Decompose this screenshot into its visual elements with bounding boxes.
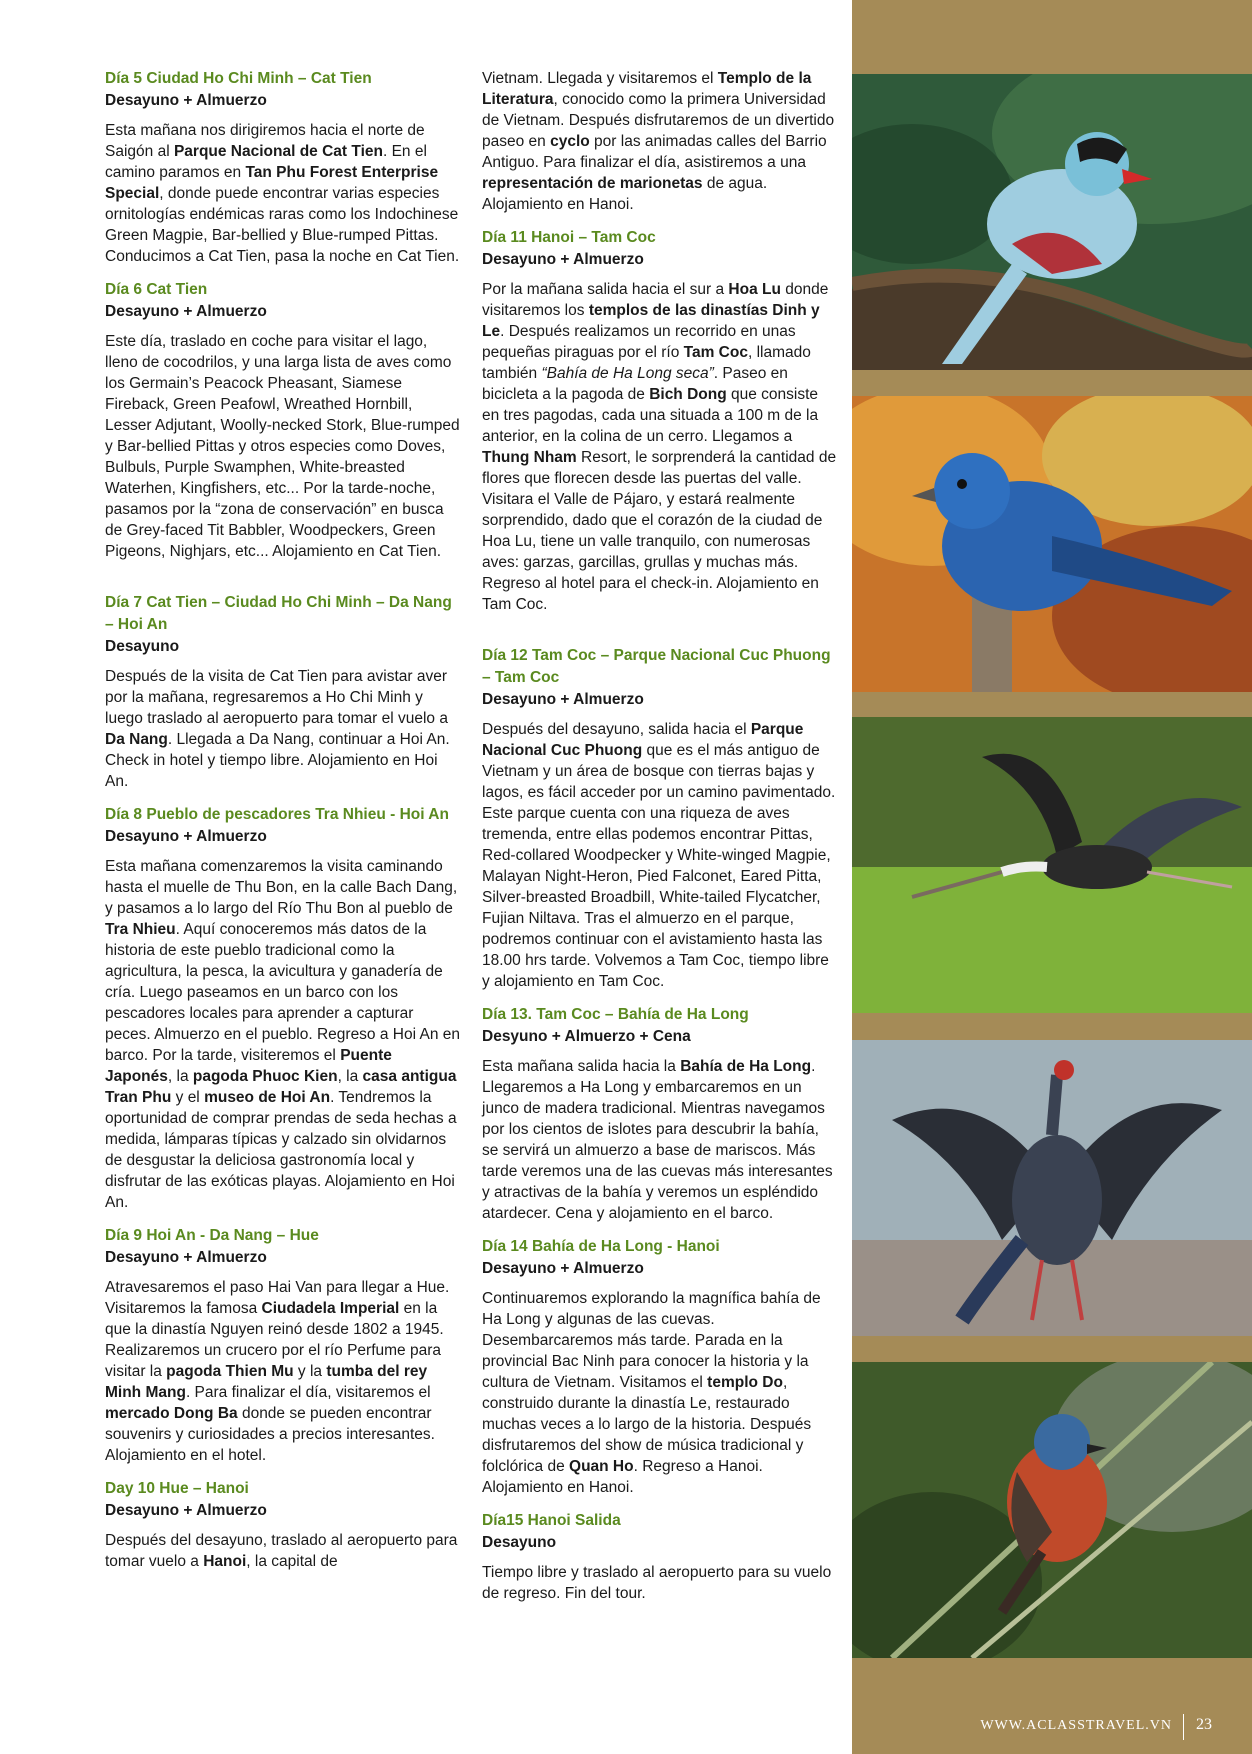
day-meals: Desayuno + Almuerzo [105, 1502, 267, 1519]
day-section [482, 227, 837, 615]
day-description: Atravesaremos el paso Hai Van para llegar a Hue. Visitaremos la famosa Ciudadela Imperial en la que la dinastía Nguyen reinó desde 1802 a 1945. Realizaremos un crucero por el río Perfume para visitar la pagoda Thien Mu y la tumba del rey Minh Mang. Para finalizar el día, visitaremos el mercado Dong Ba donde se pueden encontrar souvenirs y curiosidades a precios interesantes. Alojamiento en el hotel. [105, 1279, 450, 1464]
day-meals: Desyuno + Almuerzo + Cena [482, 1028, 691, 1045]
day-section [105, 592, 460, 792]
left-column [105, 68, 460, 1584]
spacer [105, 574, 460, 592]
day-description: Por la mañana salida hacia el sur a Hoa Lu donde visitaremos los templos de las dinastías Dinh y Le. Después realizamos un recorrido en unas pequeñas piraguas por el río Tam Coc, llamado también “Bahía de Ha Long seca”. Paseo en bicicleta a la pagoda de Bich Dong que consiste en tres pagodas, cada una situada a 100 m de la anterior, en la colina de un cerro. Llegamos a Thung Nham Resort, le sorprenderá la cantidad de flores que florecen desde las puertas del valle. Visitara el Valle de Pájaro, y estará realmente sorprendido, dado que el corazón de la ciudad de Hoa Lu, tiene un valle tranquilo, con numerosas aves: garzas, garcillas, grullas y muchas más. Regreso al hotel para el check-in. Alojamiento en Tam Coc. [482, 281, 837, 613]
day-section [105, 1478, 460, 1572]
day-meals: Desayuno [482, 1534, 557, 1551]
day-title: Día 6 Cat Tien [105, 281, 208, 298]
day-section [482, 68, 837, 215]
day-description: Esta mañana comenzaremos la visita caminando hasta el muelle de Thu Bon, en la calle Bach Dang, y pasamos a lo largo del Río Thu Bon al pueblo de Tra Nhieu. Aquí conoceremos más datos de la historia de este pueblo tradicional como la agricultura, la pesca, la avicultura y ganadería de cría. Luego paseamos en un barco con los pescadores locales para aprender a capturar peces. Almuerzo en el pueblo. Regreso a Hoi An en barco. Por la tarde, visiteremos el Puente Japonés, la pagoda Phuoc Kien, la casa antigua Tran Phu y el museo de Hoi An. Tendremos la oportunidad de comprar prendas de seda hechas a medida, lámparas típicas y calzado sin olvidarnos de desgustar la deliciosa gastronomía local y disfrutar de las exóticas playas. Alojamiento en Hoi An. [105, 858, 461, 1211]
day-title: Día 9 Hoi An - Da Nang – Hue [105, 1227, 319, 1244]
blue-bird-photo [852, 396, 1252, 692]
day-title: Día 8 Pueblo de pescadores Tra Nhieu - Hoi An [105, 806, 449, 823]
website-url: WWW.ACLASSTRAVEL.VN [980, 1718, 1172, 1733]
day-meals: Desayuno + Almuerzo [482, 251, 644, 268]
day-section [482, 1236, 837, 1498]
day-meals: Desayuno + Almuerzo [105, 303, 267, 320]
page-number: 23 [1196, 1716, 1212, 1733]
day-description: Vietnam. Llegada y visitaremos el Templo de la Literatura, conocido como la primera Universidad de Vietnam. Después disfrutaremos de un divertido paseo en cyclo por las animadas calles del Barrio Antiguo. Para finalizar el día, asistiremos a una representación de marionetas de agua. Alojamiento en Hanoi. [482, 70, 835, 213]
pheasant-photo [852, 1040, 1252, 1336]
day-description: Después del desayuno, traslado al aeropuerto para tomar vuelo a Hanoi, la capital de [105, 1532, 458, 1570]
magpie-photo [852, 74, 1252, 370]
day-section [105, 804, 460, 1213]
day-section [105, 279, 460, 562]
day-meals: Desayuno + Almuerzo [482, 1260, 644, 1277]
day-section [105, 68, 460, 267]
day-description: Este día, traslado en coche para visitar el lago, lleno de cocodrilos, y una larga lista de aves como los Germain’s Peacock Pheasant, Siamese Fireback, Green Peafowl, Wreathed Hornbill, Lesser Adjutant, Woolly-necked Stork, Blue-rumped y Bar-bellied Pittas y otros especies como Doves, Bulbuls, Purple Swamphen, White-breasted Waterhen, Kingfishers, etc... Por la tarde-noche, pasamos por la “zona de conservación” en busca de Grey-faced Tit Babbler, Woodpeckers, Green Pigeons, Nighjars, etc... Alojamiento en Cat Tien. [105, 333, 460, 560]
footer-divider [1183, 1714, 1184, 1740]
day-title: Día 12 Tam Coc – Parque Nacional Cuc Phuong – Tam Coc [482, 647, 831, 686]
day-title: Día 11 Hanoi – Tam Coc [482, 229, 656, 246]
day-description: Después de la visita de Cat Tien para avistar aver por la mañana, regresaremos a Ho Chi Minh y luego traslado al aeropuerto para tomar el vuelo a Da Nang. Llegada a Da Nang, continuar a Hoi An. Check in hotel y tiempo libre. Alojamiento en Hoi An. [105, 668, 450, 790]
day-meals: Desayuno + Almuerzo [482, 691, 644, 708]
day-title: Día15 Hanoi Salida [482, 1512, 621, 1529]
day-section [105, 1225, 460, 1466]
day-description: Después del desayuno, salida hacia el Parque Nacional Cuc Phuong que es el más antiguo de Vietnam y un área de bosque con tierras bajas y lagos, es fácil acceder por un camino pavimentado. Este parque cuenta con una riqueza de aves tremenda, entre ellas podemos encontrar Pittas, Red-collared Woodpecker y White-winged Magpie, Malayan Night-Heron, Pied Falconet, Eared Pitta, Silver-breasted Broadbill, White-tailed Flycatcher, Fujian Niltava. Tras el almuerzo en el parque, podremos continuar con el avistamiento hasta las 18.00 hrs tarde. Volvemos a Tam Coc, tiempo libre y alojamiento en Tam Coc. [482, 721, 836, 990]
redstart-photo [852, 1362, 1252, 1658]
stork-photo [852, 717, 1252, 1013]
day-description: Continuaremos explorando la magnífica bahía de Ha Long y algunas de las cuevas. Desembarcaremos más tarde. Parada en la provincial Bac Ninh para conocer la historia y la cultura de Vietnam. Visitamos el templo Do, construido durante la dinastía Le, restaurado muchas veces a lo largo de la historia. Después disfrutaremos del show de música tradicional y folclórica de Quan Ho. Regreso a Hanoi. Alojamiento en Hanoi. [482, 1290, 821, 1496]
day-description: Esta mañana salida hacia la Bahía de Ha Long. Llegaremos a Ha Long y embarcaremos en un junco de madera tradicional. Mientras navegamos por los cientos de islotes para descubrir la bahía, se servirá un almuerzo a base de mariscos. Más tarde veremos una de las cuevas más interesantes y atractivas de la bahía y veremos un espléndido atardecer. Cena y alojamiento en el barco. [482, 1058, 833, 1222]
day-section [482, 1510, 837, 1604]
day-description: Tiempo libre y traslado al aeropuerto para su vuelo de regreso. Fin del tour. [482, 1564, 832, 1602]
day-section [482, 1004, 837, 1224]
day-meals: Desayuno + Almuerzo [105, 92, 267, 109]
middle-column [482, 68, 837, 1616]
page-footer [852, 1712, 1252, 1742]
day-title: Día 13. Tam Coc – Bahía de Ha Long [482, 1006, 749, 1023]
day-meals: Desayuno + Almuerzo [105, 828, 267, 845]
day-title: Día 14 Bahía de Ha Long - Hanoi [482, 1238, 720, 1255]
day-section [482, 645, 837, 992]
day-title: Día 7 Cat Tien – Ciudad Ho Chi Minh – Da Nang – Hoi An [105, 594, 452, 633]
day-meals: Desayuno + Almuerzo [105, 1249, 267, 1266]
day-description: Esta mañana nos dirigiremos hacia el norte de Saigón al Parque Nacional de Cat Tien. En el camino paramos en Tan Phu Forest Enterprise Special, donde puede encontrar varias especies ornitologías endémicas raras como los Indochinese Green Magpie, Bar-bellied y Blue-rumped Pittas. Conducimos a Cat Tien, pasa la noche en Cat Tien. [105, 122, 460, 265]
day-meals: Desayuno [105, 638, 180, 655]
day-title: Día 5 Ciudad Ho Chi Minh – Cat Tien [105, 70, 372, 87]
day-title: Day 10 Hue – Hanoi [105, 1480, 249, 1497]
spacer [482, 627, 837, 645]
